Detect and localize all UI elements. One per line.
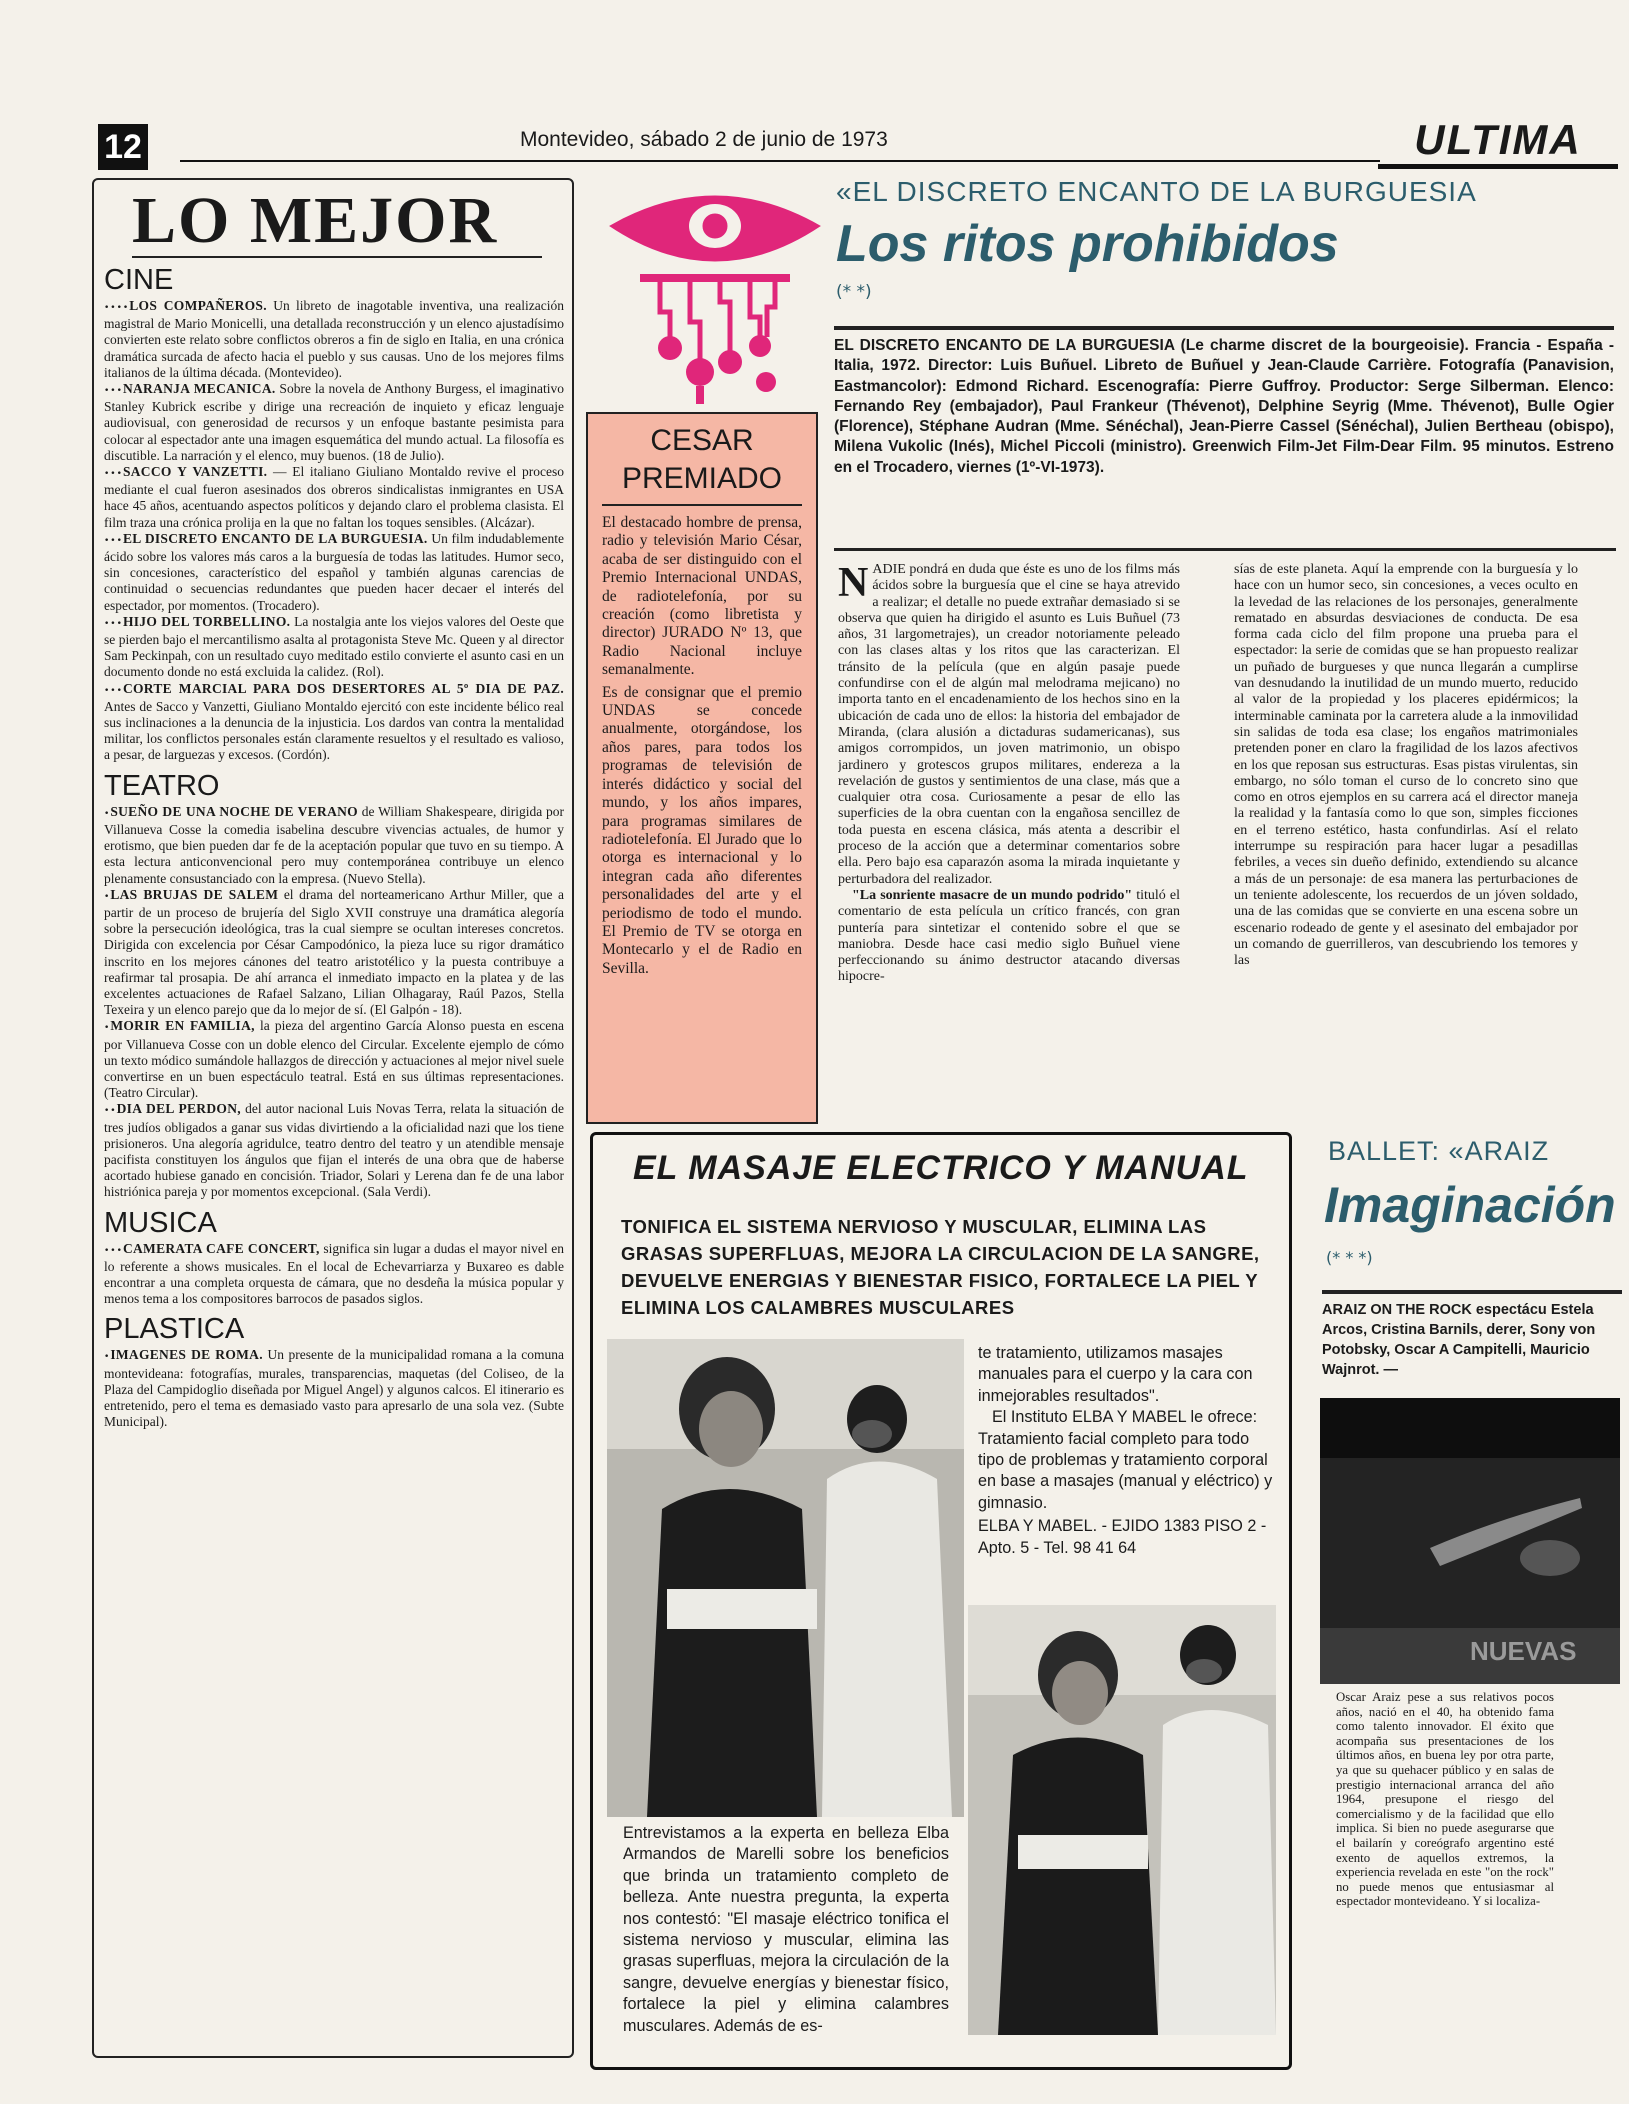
ad-photo-2 <box>968 1605 1276 2035</box>
ballet-credits: ARAIZ ON THE ROCK espectácu Estela Arcos, Cristina Barnils, derer, Sony von Potobsky, Oscar A Campitelli, Mauricio Wajnrot. — <box>1322 1290 1622 1388</box>
list-item: ••••LOS COMPAÑEROS. Un libreto de inagotable inventiva, una realización magistral de Mario Monicelli, una detallada reconstrucción y un elenco ajustadísimo convierten este relato sobre conflictos obreros a fin de siglo en Italia, en una crónica dramática surcada de afecto hacia el pueblo y sus causas. Uno de los mejores films italianos de la última década. (Montevideo). <box>104 298 564 380</box>
article-column-1: NADIE pondrá en duda que éste es uno de los films más ácidos sobre la burguesía que el cine se haya atrevido a realizar; el detalle no puede extrañar demasiado si se observa que quien ha dirigido el asunto es Luis Buñuel (73 años, 31 largometrajes), un creador notoriamente peleado con las clases altas y los ritos que las caracterizan. El tránsito de la película (que en algún pasaje puede confundirse con el de algún mal melodrama mejicano) no importa tanto en el encadenamiento de los hechos sino en la ubicación de cada uno de ellos: la historia del embajador de Miranda, (clara alusión a dictaduras sudamericanas), sus amigos corrompidos, un joven matrimonio, un obispo jardinero y grotescos grupos militares, endereza a la revelación de gustos y sentimientos de una clase, más que a cualquier otra cosa. Curiosamente a pesar de ello las superficies de la obra cuentan con la engañosa sencillez de toda puesta en escena clásica, más atenta a describir el proceso de la acción que a determinar comentarios sobre ella. Pero bajo esa caparazón asoma la mirada inquietante y perturbadora del realizador. "La sonriente masacre de un mundo podrido" tituló el comentario de esta película un crítico francés, con gran puntería para sintetizar el contenido sobre el que se maniobra. Desde hace casi medio siglo Buñuel viene perfeccionando su ánimo destructor atacando diversas hipocre- <box>838 562 1180 985</box>
section-heading-plastica: PLASTICA <box>104 1313 245 1346</box>
list-item: ••DIA DEL PERDON, del autor nacional Luis Novas Terra, relata la situación de tres judíos obligados a ganar sus vidas divirtiendo a la oficialidad nazi que los tiene prisioneros. Una alegoría agridulce, teatro dentro del teatro y un atendible mensaje pacifista constituyen los ángulos que fijan el interés de una obra que de haberse acortado hubiese ganado en concisión. Triador, Solari y Lerena dan fe de una labor histriónica pareja y por momentos excepcional. (Sala Verdi). <box>104 1101 564 1200</box>
list-item: •IMAGENES DE ROMA. Un presente de la municipalidad romana a la comuna montevideana: fotografías, murales, transparencias, maquetas (del Coliseo, de la Plaza del Campidoglio diseñada por Miguel Angel) y algunos calcos. El itinerario es entretenido, pero el tema es demasiado vasto para apresarlo de una sola vez. (Subte Municipal). <box>104 1347 565 1430</box>
ad-photo-1 <box>607 1339 964 1817</box>
page-number: 12 <box>98 124 148 170</box>
ballet-photo <box>1320 1398 1620 1684</box>
list-item: •LAS BRUJAS DE SALEM el drama del norteamericano Arthur Miller, que a partir de un proceso de brujería del Siglo XVII construye una dramática alegoría sobre la persecución ideológica, tras la cual siempre se ocultan intereses concretos. Dirigida con excelencia por César Campodónico, la pieza luce su rigor dramático inscrito en los mejores cánones del teatro aristotélico y la puesta contribuye a reafirmar tal prosapia. De ahí arranca el inmediato impacto en la platea y de las excelentes actuaciones de Rafael Salzano, Lilian Olhagaray, Raúl Pazos, Stella Texeira y un elenco parejo que da lo mejor de sí. (El Galpón - 18). <box>104 886 564 1018</box>
cesar-paragraph: El destacado hombre de prensa, radio y televisión Mario César, acaba de ser distinguido con el Premio Internacional UNDAS, de radiotelefonía, por su creación (como libretista y director) JURADO Nº 13, que Radio Nacional incluye semanalmente. <box>602 514 802 679</box>
list-item: •SUEÑO DE UNA NOCHE DE VERANO de William Shakespeare, dirigida por Villanueva Cosse la comedia isabelina descubre vivencias actuales, de humor y erotismo, que bien pueden dar fe de la aceptación popular que tuvo en su tiempo. A esta lectura anticonvencional pero muy contemporánea contribuye un elenco plenamente consustanciado con la empresa. (Nuevo Stella). <box>104 803 564 886</box>
cesar-paragraph: Es de consignar que el premio UNDAS se concede anualmente, otorgándose, los años pares, para todos los programas de televisión de interés didáctico y social del mundo, y los años impares, para programas similares de radiotelefonía. El Jurado que lo otorga es internacional y lo integran cada año diferentes personalidades del arte y el periodismo de todo el mundo. El Premio de TV se otorga en Montecarlo y el de Radio en Sevilla. <box>602 683 802 977</box>
eye-chandelier-icon <box>600 186 830 416</box>
drop-cap: N <box>838 562 869 606</box>
ad-title: EL MASAJE ELECTRICO Y MANUAL <box>633 1149 1249 1187</box>
section-heading-cine: CINE <box>104 264 174 296</box>
header-rule <box>180 160 1380 162</box>
ballet-caption: Oscar Araiz pese a sus relativos pocos años, nació en el 40, ha obtenido fama como talento innovador. El éxito que acompaña sus presentaciones de los últimos años, en buena ley por otra parte, ya que su quehacer público y en salas de prestigio internacional arranca del año 1964, presupone el riesgo del comercialismo y de la facilidad que ello implica. Si bien no puede asegurarse que el bailarín y coreógrafo argentino esté exento de aquellos extremos, la experiencia revelada en este "on the rock" no puede menos que entusiasmar al espectador montevideano. Y si localiza- <box>1336 1690 1554 1909</box>
section-heading-musica: MUSICA <box>104 1206 217 1239</box>
teatro-entries <box>104 804 564 1201</box>
list-item: •••SACCO Y VANZETTI. — El italiano Giuliano Montaldo revive el proceso mediante el cual fueron asesinados dos obreros sindicalistas inmigrantes en USA hace 45 años, acentuando aspectos políticos y dejando claro el problema clasista. El film traza una crónica prolija en la que no faltan los toques sensibles. (Alcázar). <box>104 464 564 530</box>
section-heading-teatro: TEATRO <box>104 769 220 802</box>
ad-text-right: te tratamiento, utilizamos masajes manuales para el cuerpo y la cara con inmejorables resultados". El Instituto ELBA Y MABEL le ofrece: Tratamiento facial completo para todo tipo de problemas y tratamiento corporal en base a masajes (manual y eléctrico) y gimnasio. ELBA Y MABEL. - EJIDO 1383 PISO 2 - Apto. 5 - Tel. 98 41 64 <box>978 1343 1278 1559</box>
article-rating: (* *) <box>836 282 872 302</box>
dateline: Montevideo, sábado 2 de junio de 1973 <box>520 128 888 151</box>
list-item: •••CAMERATA CAFE CONCERT, significa sin lugar a dudas el mayor nivel en lo referente a shows musicales. En el local de Echevarriarza y Buxareo es dable encontrar a una completa orquesta de cámara, que no desdeña la música popular y menos tema a los compositores barrocos de pasados siglos. <box>104 1240 564 1307</box>
article-column-2: sías de este planeta. Aquí la emprende con la burguesía y lo hace con un humor seco, sin concesiones, a veces oculto en la levedad de las relaciones de los personajes, generalmente rematado en absurdas desviaciones de conducta. De esa forma cada ciclo del film propone una prueba para el espectador: la serie de comidas que se han propuesto realizar un puñado de burgueses y que nunca llegarán a cumplirse van desnudando la inutilidad de un mundo muerto, reducido al valor de la propiedad y los placeres epidérmicos; la interminable caminata por la carretera alude a la inmovilidad sin salidas de toda esa clase; los engaños matrimoniales pretenden poner en claro la fragilidad de los lazos afectivos en los que reposan sus estructuras. Esas pistas virulentas, sin embargo, no sólo toman el curso de lo concreto sino que como en otros ejemplos en su carrera acá el director maneja la realidad y la fantasía como lo que son, simples ficciones en el terreno estético, hasta confundirlas. Así el relato interrumpe su respiración para hacer lugar a pesadillas febriles, a veces sin dueño definido, extendiendo su alcance a más de un personaje: de esa manera las perturbaciones de un teniente adolescente, los recuerdos de un jóven soldado, una de las comidas que se convierte en una escena sobre un escenario rodeado de gente y el asesinato del embajador por un comando de guerrilleros, van descubriendo los temores y las <box>1234 562 1578 969</box>
article-kicker: «EL DISCRETO ENCANTO DE LA BURGUESIA <box>836 176 1477 207</box>
article-headline: Los ritos prohibidos <box>836 215 1339 273</box>
cesar-premiado-heading: CESAR PREMIADO <box>602 422 802 506</box>
lo-mejor-title: LO MEJOR <box>132 186 542 258</box>
list-item: •••EL DISCRETO ENCANTO DE LA BURGUESIA. Un film indudablemente ácido sobre los valores más caros a la burguesía de todas las latitudes. Humor seco, sin concesiones, característico del español y también algunas carencias de continuidad o secuencias redundantes que pueden hacer decaer el interés del espectador, por momentos. (Trocadero). <box>104 530 564 613</box>
svg-text:NUEVAS: NUEVAS <box>1470 1636 1577 1666</box>
cine-entries <box>104 298 564 764</box>
list-item: •MORIR EN FAMILIA, la pieza del argentino García Alonso puesta en escena por Villanueva Cosse con un doble elenco del Circular. Excelente ejemplo de cómo un texto módico sumándole hallazgos de dirección y actuaciones al mejor nivel suele convertirse en un buen espectáculo teatral. Está en sus últimas representaciones. (Teatro Circular). <box>104 1018 564 1101</box>
lo-mejor-column <box>92 178 574 2058</box>
credits-rule <box>834 548 1616 551</box>
ballet-rating: (* * *) <box>1326 1248 1373 1267</box>
ballet-headline: Imaginación <box>1324 1177 1616 1233</box>
cesar-premiado-box <box>586 412 818 1124</box>
list-item: •••HIJO DEL TORBELLINO. La nostalgia ante los viejos valores del Oeste que se pierden bajo el mercantilismo asalta al protagonista Steve Mc. Queen y al director Sam Peckinpah, con un resultado cuyo meditado estilo convierte el asunto casi en un documento donde no está excluida la calidez. (Rol). <box>104 613 564 680</box>
ad-address: ELBA Y MABEL. - EJIDO 1383 PISO 2 - Apto. 5 - Tel. 98 41 64 <box>978 1517 1267 1557</box>
ballet-kicker: BALLET: «ARAIZ <box>1328 1136 1550 1166</box>
newspaper-logo: ULTIMA <box>1378 116 1618 169</box>
list-item: •••NARANJA MECANICA. Sobre la novela de Anthony Burgess, el imaginativo Stanley Kubrick escribe y dirige una recreación de inquieto y eficaz lenguaje audiovisual, con generosidad de recursos y un enfoque bastante pesimista para colocar al espectador ante una imagen esquemática del mundo actual. La filosofía es discutible. La narración y el elenco, muy buenos. (18 de Julio). <box>104 381 564 463</box>
ad-subtitle: TONIFICA EL SISTEMA NERVIOSO Y MUSCULAR, ELIMINA LAS GRASAS SUPERFLUAS, MEJORA LA CIRCULACION DE LA SANGRE, DEVUELVE ENERGIAS Y BIENESTAR FISICO, FORTALECE LA PIEL Y ELIMINA LOS CALAMBRES MUSCULARES <box>621 1216 1260 1318</box>
list-item: •••CORTE MARCIAL PARA DOS DESERTORES AL 5º DIA DE PAZ. Antes de Sacco y Vanzetti, Giuliano Montaldo ejercitó con este incidente bélico real sus inclinaciones a la denuncia de la injusticia. Los dardos van contra la mentalidad militar, los conflictos personales están claramente resueltos y el resultado es valioso, a pesar, de larguezas y excesos. (Cordón). <box>104 680 564 763</box>
ad-text-left: Entrevistamos a la experta en belleza Elba Armandos de Marelli sobre los beneficios que brinda un tratamiento completo de belleza. Ante nuestra pregunta, la experta nos contestó: "El masaje eléctrico tonifica el sistema nervioso y muscular, elimina las grasas superfluas, mejora la circulación de la sangre, devuelve energías y bienestar físico, fortalece la piel y elimina calambres musculares. Además de es- <box>623 1824 949 2035</box>
article-credits: EL DISCRETO ENCANTO DE LA BURGUESIA (Le charme discret de la bourgeoisie). Francia - España - Italia, 1972. Director: Luis Buñuel. Libreto de Buñuel y Jean-Claude Carrière. Fotografía (Panavision, Eastmancolor): Edmond Richard. Escenografía: Pierre Guffroy. Productor: Serge Silberman. Elenco: Fernando Rey (embajador), Paul Frankeur (Thévenot), Delphine Seyrig (Mme. Thévenot), Bulle Ogier (Florence), Stéphane Audran (Mme. Sénéchal), Jean-Pierre Cassel (Sénéchal), Julien Bertheau (obispo), Milena Vukolic (Inés), Michel Piccoli (ministro). Greenwich Film-Jet Film-Dear Film. 95 minutos. Estreno en el Trocadero, viernes (1º-VI-1973). <box>834 326 1614 478</box>
massage-advertisement <box>590 1132 1292 2070</box>
